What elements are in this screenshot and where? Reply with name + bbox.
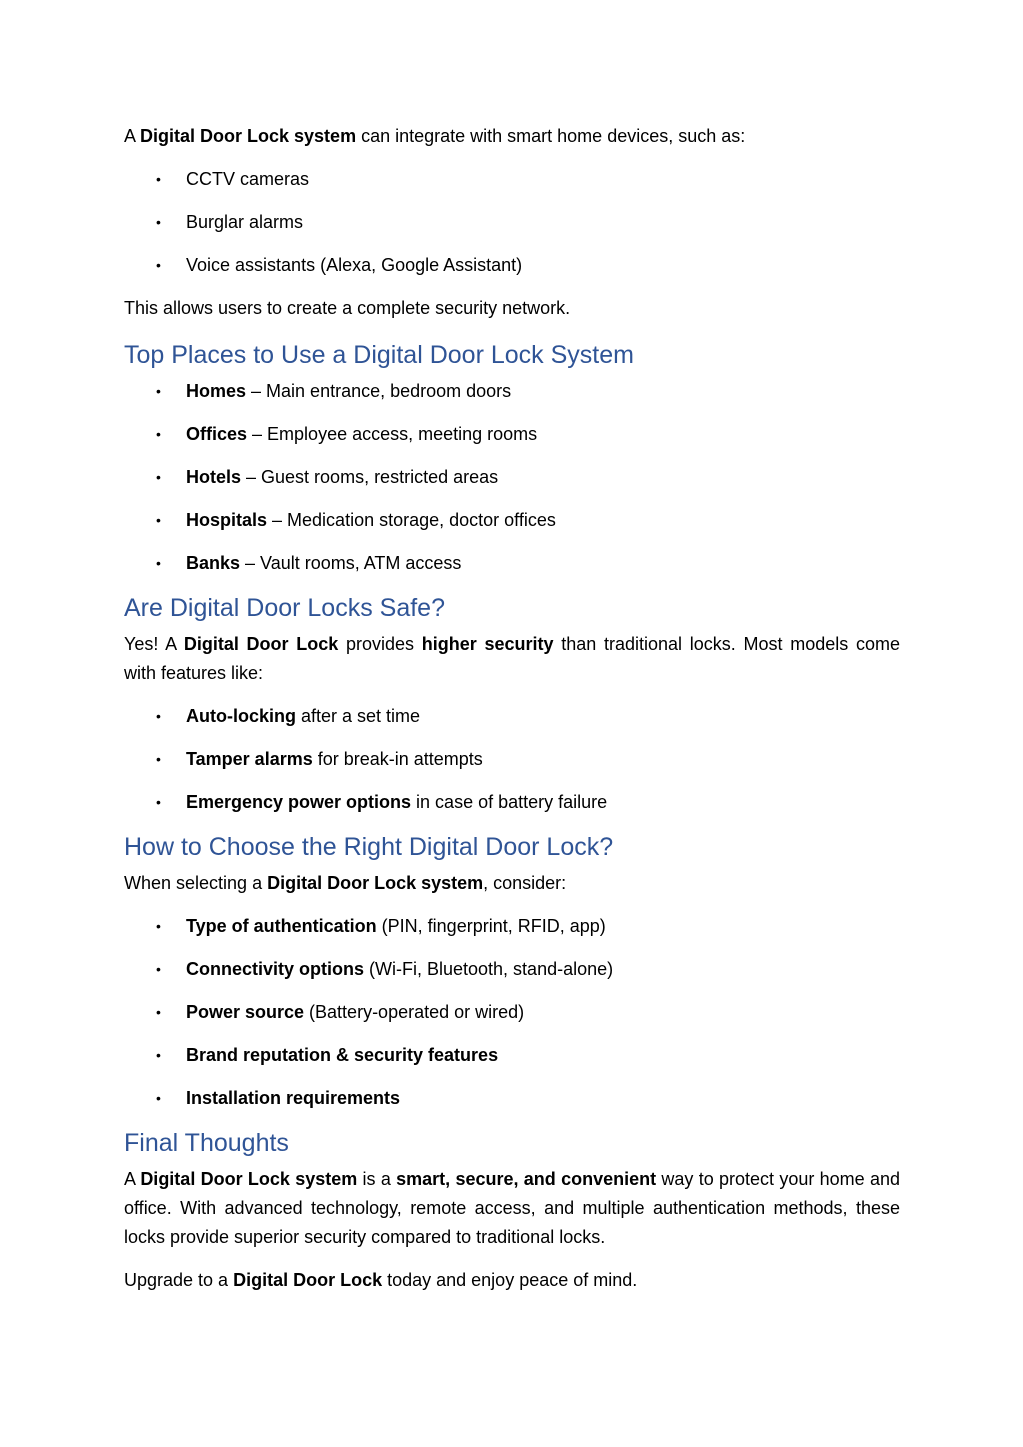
list-item xyxy=(124,506,900,535)
bullet-icon: • xyxy=(156,794,161,810)
list-item-text: – Main entrance, bedroom doors xyxy=(246,381,512,401)
bullet-icon: • xyxy=(156,512,161,528)
criteria-list xyxy=(124,912,900,1113)
list-item-text: – Guest rooms, restricted areas xyxy=(241,467,499,487)
list-item-text: – Employee access, meeting rooms xyxy=(247,424,538,444)
list-item-text: for break-in attempts xyxy=(312,749,483,769)
final-text-a: A xyxy=(124,1169,141,1189)
bullet-icon: • xyxy=(156,469,161,485)
list-item xyxy=(124,377,900,406)
choose-text-c: , consider: xyxy=(483,873,567,893)
choose-text-a: When selecting a xyxy=(124,873,268,893)
list-item-bold: Type of authentication xyxy=(186,916,377,936)
list-item xyxy=(124,463,900,492)
upgrade-text-a: Upgrade to a xyxy=(124,1270,234,1290)
upgrade-paragraph xyxy=(124,1266,900,1295)
list-item-bold: Banks xyxy=(186,553,241,573)
list-item xyxy=(124,745,900,774)
bullet-icon: • xyxy=(156,708,161,724)
list-item-bold: Brand reputation & security features xyxy=(186,1045,499,1065)
document-content xyxy=(124,122,900,1295)
bullet-icon: • xyxy=(156,961,161,977)
safe-text-a: Yes! A xyxy=(124,634,184,654)
integrations-list xyxy=(124,165,900,280)
list-item-text: CCTV cameras xyxy=(186,169,310,189)
final-paragraph xyxy=(124,1165,900,1252)
final-text-e: way to protect your home and office. With advanced technology, remote access, and multiple authentication methods, these locks provide superior security compared to traditional locks. xyxy=(124,1169,900,1247)
list-item-bold: Hospitals xyxy=(186,510,268,530)
safe-text-e: than traditional locks. Most models come with features like: xyxy=(124,634,900,683)
list-item xyxy=(124,251,900,280)
list-item xyxy=(124,165,900,194)
final-bold-b: Digital Door Lock system xyxy=(140,1169,358,1189)
list-item xyxy=(124,208,900,237)
list-item-text: Burglar alarms xyxy=(186,212,304,232)
list-item-bold: Hotels xyxy=(186,467,242,487)
places-list xyxy=(124,377,900,578)
list-item-bold: Installation requirements xyxy=(186,1088,401,1108)
intro-text-a: A xyxy=(124,126,141,146)
intro-text-c: can integrate with smart home devices, such as: xyxy=(356,126,746,146)
safe-bold-d: higher security xyxy=(421,634,554,654)
bullet-icon: • xyxy=(156,555,161,571)
list-item-bold: Connectivity options xyxy=(186,959,365,979)
bullet-icon: • xyxy=(156,171,161,187)
final-bold-d: smart, secure, and convenient xyxy=(396,1169,657,1189)
list-item-text: – Vault rooms, ATM access xyxy=(240,553,462,573)
bullet-icon: • xyxy=(156,1004,161,1020)
list-item xyxy=(124,702,900,731)
list-item xyxy=(124,1084,900,1113)
bullet-icon: • xyxy=(156,426,161,442)
list-item xyxy=(124,420,900,449)
list-item-bold: Offices xyxy=(186,424,248,444)
bullet-icon: • xyxy=(156,257,161,273)
safe-paragraph xyxy=(124,630,900,688)
network-paragraph: This allows users to create a complete security network. xyxy=(124,298,571,318)
final-heading: Final Thoughts xyxy=(124,1129,289,1157)
list-item-bold: Emergency power options xyxy=(186,792,412,812)
list-item-bold: Homes xyxy=(186,381,247,401)
list-item-text: Voice assistants (Alexa, Google Assistant) xyxy=(186,255,523,275)
list-item xyxy=(124,788,900,817)
list-item-bold: Power source xyxy=(186,1002,305,1022)
list-item-bold: Auto-locking xyxy=(186,706,296,726)
safe-bold-b: Digital Door Lock xyxy=(183,634,339,654)
list-item xyxy=(124,549,900,578)
list-item-text: – Medication storage, doctor offices xyxy=(267,510,556,530)
list-item xyxy=(124,912,900,941)
final-text-c: is a xyxy=(357,1169,397,1189)
upgrade-text-c: today and enjoy peace of mind. xyxy=(382,1270,638,1290)
choose-heading: How to Choose the Right Digital Door Lock? xyxy=(124,833,614,861)
list-item xyxy=(124,955,900,984)
upgrade-bold: Digital Door Lock xyxy=(233,1270,383,1290)
list-item-text: (Battery-operated or wired) xyxy=(304,1002,525,1022)
bullet-icon: • xyxy=(156,214,161,230)
bullet-icon: • xyxy=(156,1090,161,1106)
choose-bold: Digital Door Lock system xyxy=(267,873,484,893)
list-item-text: (PIN, fingerprint, RFID, app) xyxy=(376,916,606,936)
safe-heading: Are Digital Door Locks Safe? xyxy=(124,594,445,622)
bullet-icon: • xyxy=(156,383,161,399)
bullet-icon: • xyxy=(156,918,161,934)
list-item-text: in case of battery failure xyxy=(411,792,608,812)
list-item xyxy=(124,998,900,1027)
bullet-icon: • xyxy=(156,1047,161,1063)
choose-paragraph xyxy=(124,869,900,898)
list-item-text: (Wi-Fi, Bluetooth, stand-alone) xyxy=(364,959,614,979)
safe-text-c: provides xyxy=(338,634,422,654)
bullet-icon: • xyxy=(156,751,161,767)
features-list xyxy=(124,702,900,817)
intro-paragraph xyxy=(124,122,900,151)
list-item xyxy=(124,1041,900,1070)
list-item-bold: Tamper alarms xyxy=(186,749,313,769)
intro-bold: Digital Door Lock system xyxy=(140,126,357,146)
places-heading: Top Places to Use a Digital Door Lock System xyxy=(124,341,634,369)
list-item-text: after a set time xyxy=(296,706,421,726)
